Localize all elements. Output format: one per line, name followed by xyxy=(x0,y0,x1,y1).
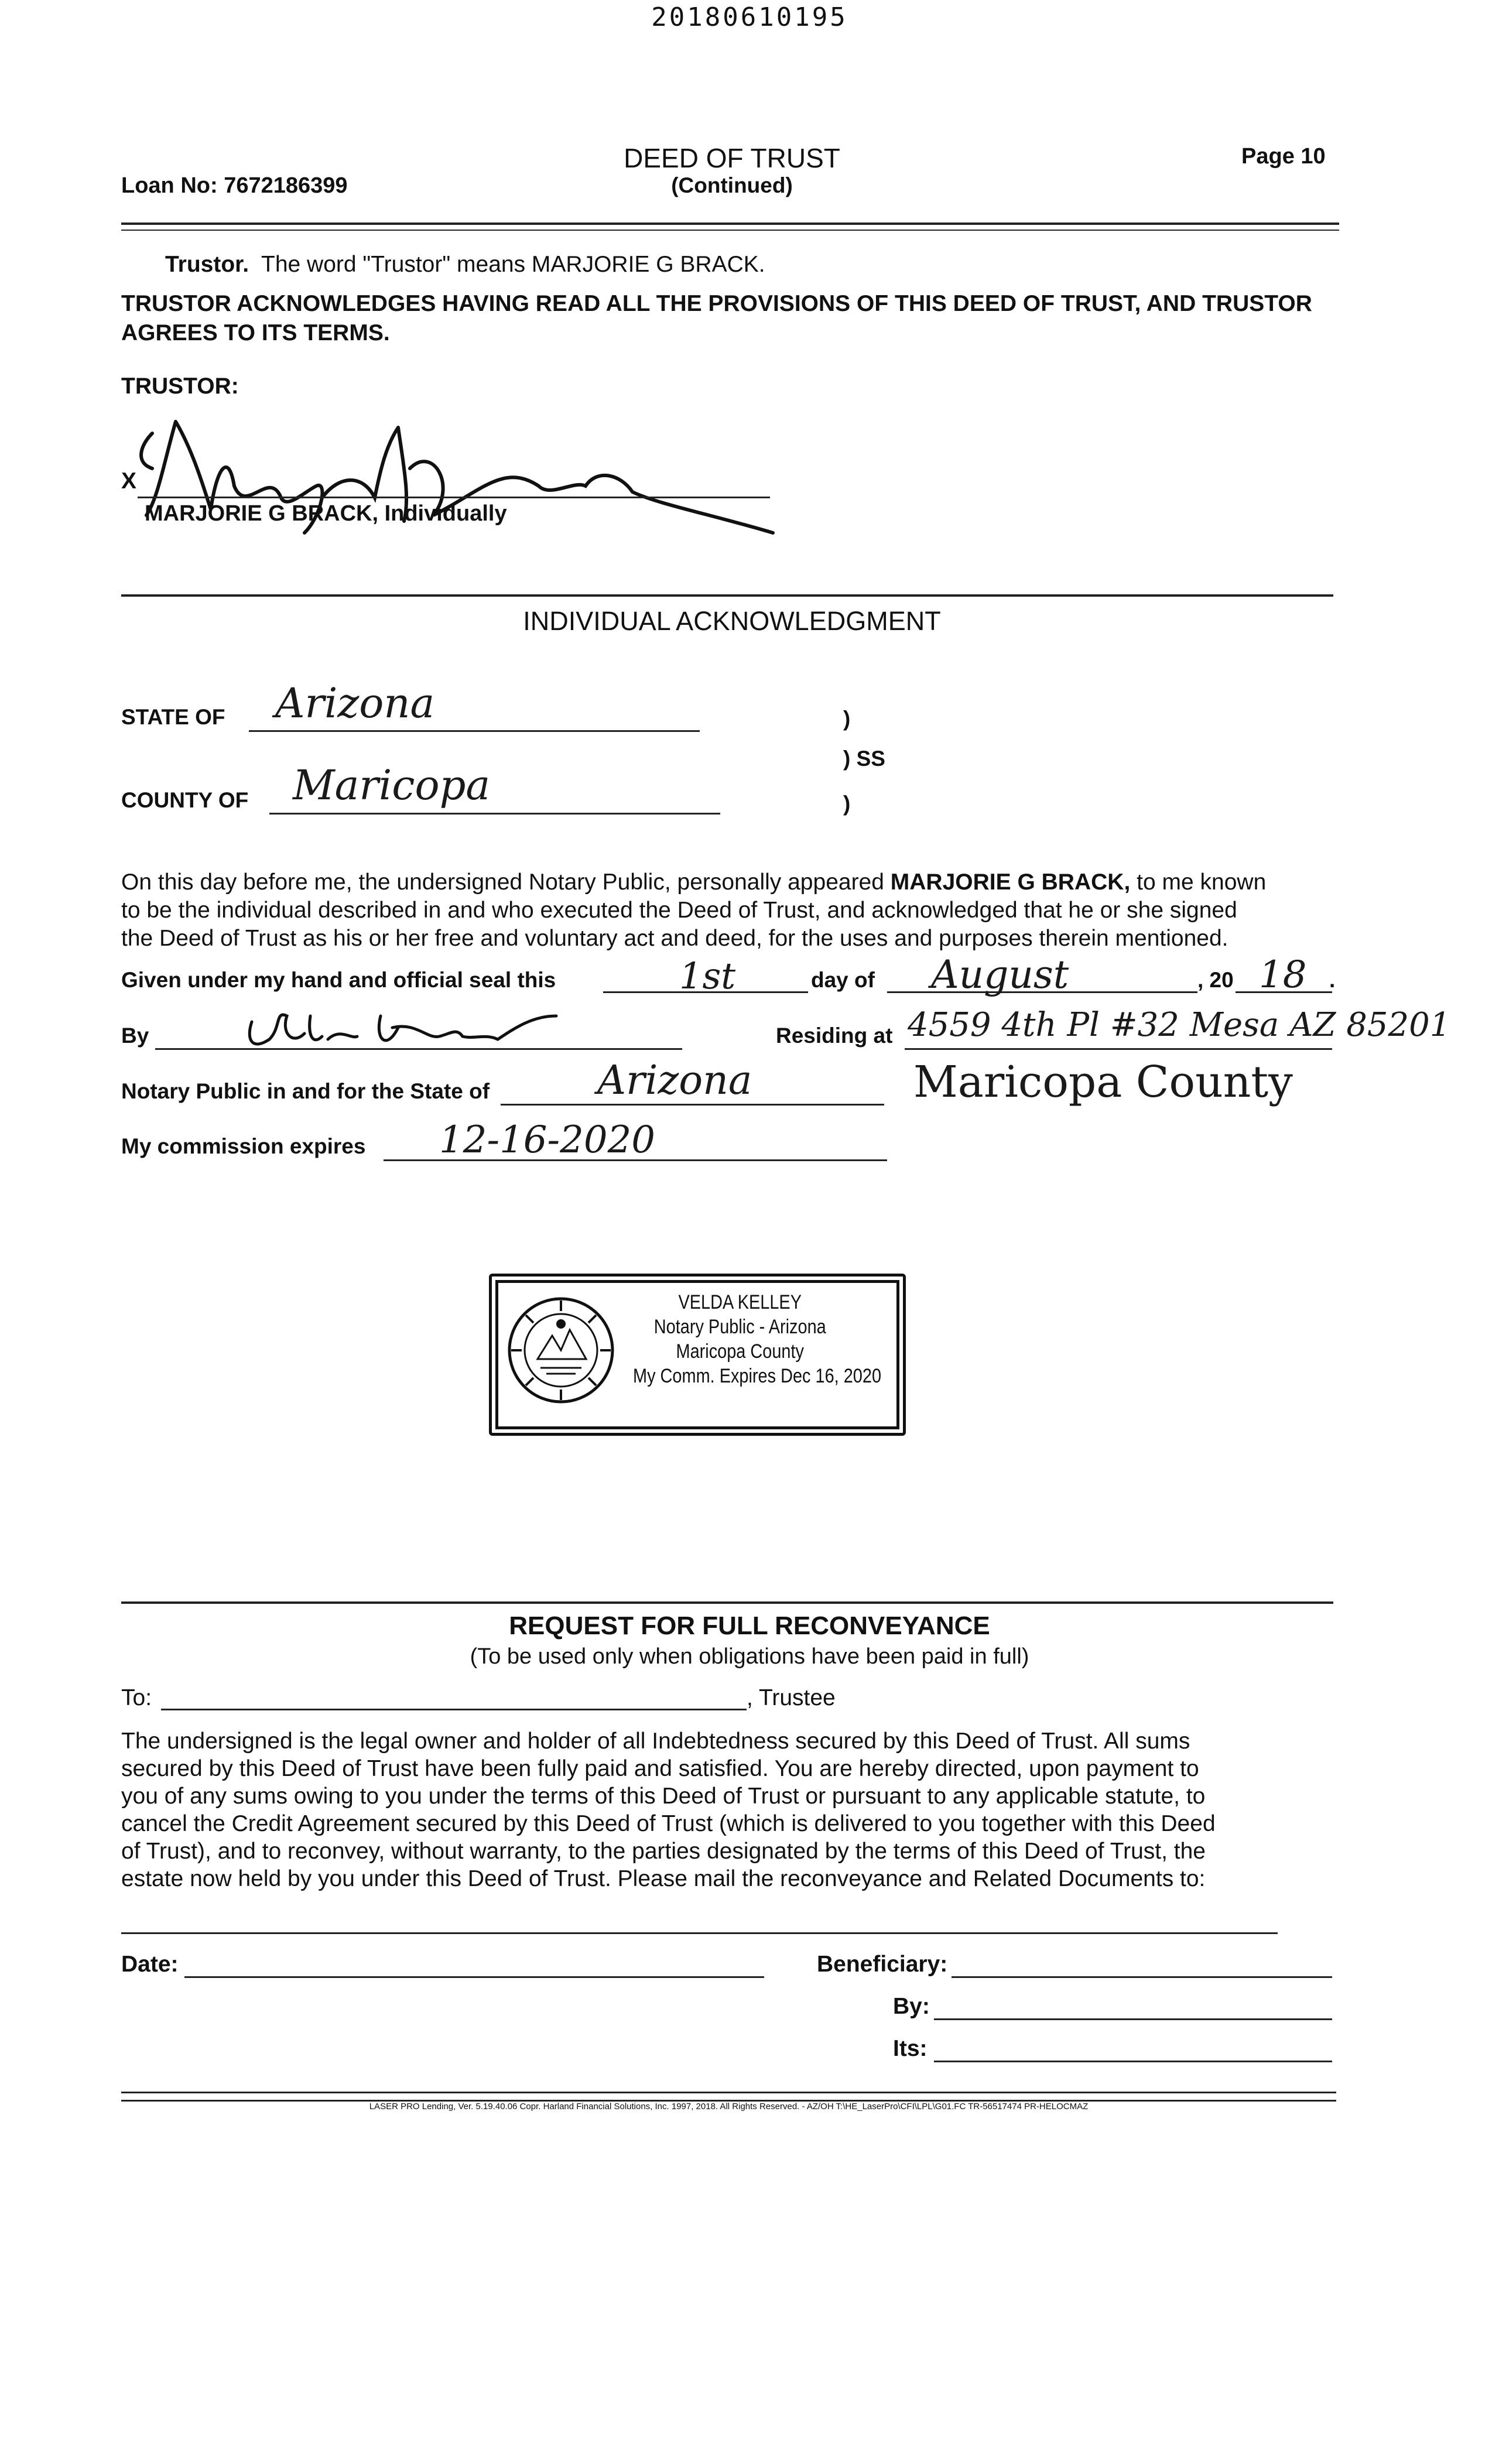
its-line xyxy=(934,2061,1332,2062)
state-label: STATE OF xyxy=(121,705,225,729)
footer-rule-top xyxy=(121,2092,1336,2093)
commission-label: My commission expires xyxy=(121,1134,366,1158)
by-label: By xyxy=(121,1024,149,1048)
year-prefix: , 20 xyxy=(1197,968,1234,992)
stamp-line-3: Maricopa County xyxy=(676,1340,804,1363)
ack-body-line-2: to be the individual described in and who executed the Deed of Trust, and acknowledged that he or she signed xyxy=(121,898,1237,923)
reconveyance-line-1: The undersigned is the legal owner and holder of all Indebtedness secured by this Deed of Trust. All sums xyxy=(121,1729,1190,1754)
reconveyance-subtitle: (To be used only when obligations have been paid in full) xyxy=(470,1644,1029,1669)
header-rule-top xyxy=(121,223,1339,225)
its-label: Its: xyxy=(893,2036,928,2061)
acknowledgement-text xyxy=(121,289,1312,348)
to-label: To: xyxy=(121,1685,152,1710)
reconveyance-body xyxy=(121,1727,1357,1893)
section-rule-2 xyxy=(121,1601,1333,1604)
acknowledgment-body xyxy=(121,868,1357,953)
beneficiary-line xyxy=(952,1976,1332,1978)
mail-to-line xyxy=(121,1932,1278,1934)
individual-ack-title: INDIVIDUAL ACKNOWLEDGMENT xyxy=(523,606,941,636)
section-rule-1 xyxy=(121,594,1333,597)
residing-value: 4559 4th Pl #32 Mesa AZ 85201 xyxy=(908,1006,1451,1044)
footer-text: LASER PRO Lending, Ver. 5.19.40.06 Copr. Harland Financial Solutions, Inc. 1997, 2018. All Rights Reserved. - AZ/OH T:\HE_LaserPro\CFI\LPL\G01.FC TR-56517474 PR-HELOCMAZ xyxy=(369,2102,1089,2111)
trustor-definition xyxy=(165,252,765,278)
year-suffix: 18 xyxy=(1259,953,1307,997)
trustee-label: , Trustee xyxy=(747,1685,836,1710)
acknowledgement-line-1: TRUSTOR ACKNOWLEDGES HAVING READ ALL THE PROVISIONS OF THIS DEED OF TRUST, AND TRUSTOR xyxy=(121,291,1312,316)
trustor-label: TRUSTOR: xyxy=(121,374,239,399)
beneficiary-label: Beneficiary: xyxy=(817,1952,948,1977)
month-value: August xyxy=(931,952,1069,997)
signer-caption: MARJORIE G BRACK, Individually xyxy=(145,501,507,526)
notary-county-value: Maricopa County xyxy=(913,1057,1293,1107)
stamp-name: VELDA KELLEY xyxy=(678,1291,802,1313)
date-label: Date: xyxy=(121,1952,179,1977)
reconveyance-line-6: estate now held by you under this Deed of Trust. Please mail the reconveyance and Related Documents to: xyxy=(121,1866,1206,1891)
notary-state-value: Arizona xyxy=(597,1058,752,1104)
ss-label: ) SS xyxy=(843,747,885,771)
ack-body-line-1-pre: On this day before me, the undersigned Notary Public, personally appeared xyxy=(121,870,891,895)
residing-label: Residing at xyxy=(776,1024,893,1048)
paren-bottom: ) xyxy=(843,792,851,816)
document-number: 20180610195 xyxy=(651,2,848,32)
document-subtitle: (Continued) xyxy=(671,173,793,197)
year-period: . xyxy=(1329,968,1336,992)
stamp-line-2: Notary Public - Arizona xyxy=(653,1316,826,1338)
loan-number: Loan No: 7672186399 xyxy=(121,173,348,198)
given-label: Given under my hand and official seal this xyxy=(121,968,556,992)
commission-value: 12-16-2020 xyxy=(439,1118,655,1162)
trustor-definition-text: The word "Trustor" means MARJORIE G BRACK. xyxy=(261,252,765,277)
trustor-signature-line xyxy=(138,497,770,498)
notary-stamp xyxy=(489,1274,906,1436)
ack-body-line-3: the Deed of Trust as his or her free and voluntary act and deed, for the uses and purposes therein mentioned. xyxy=(121,926,1228,951)
by-signer-line xyxy=(934,2018,1332,2020)
ack-body-line-1 xyxy=(121,868,1357,896)
paren-top: ) xyxy=(843,707,851,731)
page-number: Page 10 xyxy=(1241,144,1326,169)
reconveyance-line-3: you of any sums owing to you under the terms of this Deed of Trust or pursuant to any applicable statute, to xyxy=(121,1784,1206,1809)
day-of-label: day of xyxy=(811,968,875,992)
trustor-term: Trustor. xyxy=(165,252,249,277)
signature-x: X xyxy=(121,468,137,494)
notary-state-label: Notary Public in and for the State of xyxy=(121,1079,490,1103)
county-label: COUNTY OF xyxy=(121,788,249,812)
reconveyance-line-2: secured by this Deed of Trust have been fully paid and satisfied. You are hereby directed, upon payment to xyxy=(121,1756,1199,1781)
ack-body-line-1-name: MARJORIE G BRACK, xyxy=(890,870,1131,895)
arizona-seal-icon xyxy=(505,1295,617,1406)
county-value: Maricopa xyxy=(293,761,491,809)
county-line xyxy=(269,813,720,815)
ack-body-line-1-post: to me known xyxy=(1130,870,1267,895)
date-line xyxy=(184,1976,764,1978)
by-signer-label: By: xyxy=(893,1994,930,2019)
stamp-line-4: My Comm. Expires Dec 16, 2020 xyxy=(633,1365,882,1387)
header-rule-bottom xyxy=(121,230,1339,231)
state-line xyxy=(249,730,700,732)
notary-state-line xyxy=(501,1104,884,1106)
notary-signature xyxy=(240,1004,568,1057)
acknowledgement-line-2: AGREES TO ITS TERMS. xyxy=(121,320,390,345)
to-line xyxy=(161,1709,747,1710)
reconveyance-title: REQUEST FOR FULL RECONVEYANCE xyxy=(509,1611,990,1640)
stamp-text xyxy=(633,1290,882,1388)
given-day-value: 1st xyxy=(679,954,736,997)
document-title: DEED OF TRUST xyxy=(624,143,840,173)
state-value: Arizona xyxy=(275,679,435,727)
reconveyance-line-4: cancel the Credit Agreement secured by this Deed of Trust (which is delivered to you together with this Deed xyxy=(121,1811,1216,1836)
reconveyance-line-5: of Trust), and to reconvey, without warranty, to the parties designated by the terms of this Deed of Trust, the xyxy=(121,1839,1206,1864)
residing-line xyxy=(905,1048,1332,1050)
